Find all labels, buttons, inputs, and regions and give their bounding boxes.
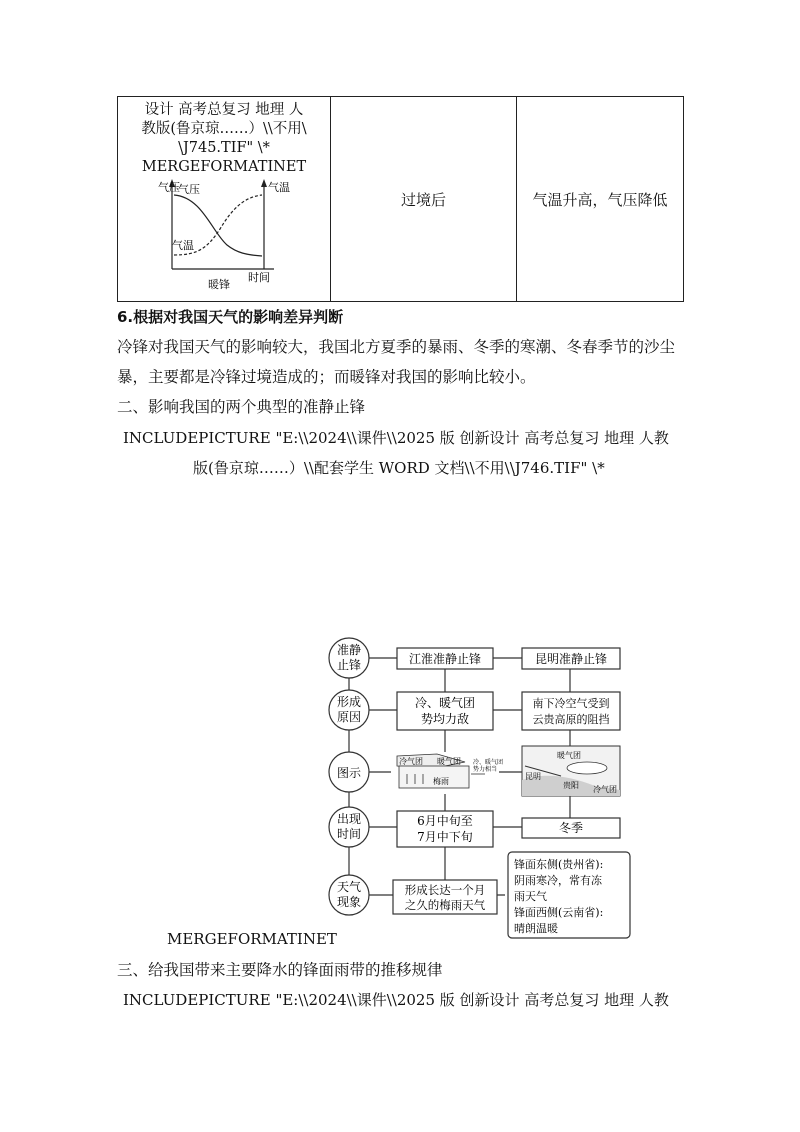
table-cell-stage: 过境后 (331, 97, 517, 302)
svg-text:止锋: 止锋 (336, 658, 362, 672)
jianghuai-front-illustration (391, 752, 503, 794)
includepicture-line1: INCLUDEPICTURE "E:\\2024\\课件\\2025 版 创新设计 高考总复习 地理 人教 (123, 429, 669, 447)
svg-text:时间: 时间 (336, 827, 362, 841)
comparison-table (117, 96, 684, 302)
svg-text:7月中下旬: 7月中下旬 (417, 830, 473, 844)
jianghuai-name-box (397, 648, 493, 669)
svg-text:6月中旬至: 6月中旬至 (417, 814, 473, 828)
svg-text:暖气团: 暖气团 (557, 751, 581, 760)
svg-text:雨天气: 雨天气 (514, 890, 547, 903)
svg-text:出现: 出现 (336, 812, 362, 826)
svg-text:形成: 形成 (336, 695, 362, 709)
svg-text:锋面东侧(贵州省):: 锋面东侧(贵州省): (514, 858, 604, 871)
row-label-time (329, 807, 369, 847)
cell-text-line: \J745.TIF" \* (178, 140, 270, 156)
section6-heading: 6.根据对我国天气的影响差异判断 (117, 308, 344, 326)
svg-text:昆明: 昆明 (525, 772, 541, 781)
kunming-weather-box (508, 852, 630, 938)
warm-front-mini-chart (152, 177, 290, 291)
svg-text:冬季: 冬季 (558, 821, 584, 835)
svg-text:图示: 图示 (336, 766, 362, 780)
section2-heading: 二、影响我国的两个典型的准静止锋 (117, 398, 366, 416)
includepicture-line3: INCLUDEPICTURE "E:\\2024\\课件\\2025 版 创新设计 高考总复习 地理 人教 (123, 991, 669, 1009)
mini-chart-pressure-label: 气压 (178, 183, 200, 196)
svg-text:冷、暖气团: 冷、暖气团 (414, 696, 476, 710)
mini-chart-ylabel-left: 气压 (158, 181, 180, 194)
svg-text:云贵高原的阻挡: 云贵高原的阻挡 (532, 713, 610, 726)
row-label-diagram (329, 752, 369, 792)
svg-text:冷气团: 冷气团 (399, 757, 423, 766)
row-label-cause (329, 690, 369, 730)
table-cell-image-ref (118, 97, 331, 302)
quasi-stationary-front-diagram (325, 634, 635, 944)
jianghuai-time-box (397, 811, 493, 847)
kunming-cause-box (522, 692, 620, 730)
svg-text:贵阳: 贵阳 (563, 781, 579, 790)
includepicture-line2: 版(鲁京琼……）\\配套学生 WORD 文档\\不用\\J746.TIF" \* (193, 459, 605, 477)
row-label-weather (329, 875, 369, 915)
svg-text:阴雨寒冷，常有冻: 阴雨寒冷，常有冻 (514, 874, 602, 887)
svg-text:之久的梅雨天气: 之久的梅雨天气 (404, 898, 486, 912)
kunming-front-illustration (522, 746, 620, 796)
svg-text:准静: 准静 (336, 643, 362, 657)
cell-text-line: 设计 高考总复习 地理 人 (144, 102, 304, 118)
section3-heading: 三、给我国带来主要降水的锋面雨带的推移规律 (117, 961, 443, 979)
mergeformat-label: MERGEFORMATINET (167, 930, 337, 948)
svg-text:昆明准静止锋: 昆明准静止锋 (534, 652, 608, 666)
section6-para-line1: 冷锋对我国天气的影响较大，我国北方夏季的暴雨、冬季的寒潮、冬春季节的沙尘 (117, 338, 676, 356)
row-label-front (329, 638, 369, 678)
svg-text:梅雨: 梅雨 (433, 777, 449, 786)
table-cell-result: 气温升高，气压降低 (517, 97, 684, 302)
svg-text:晴朗温暖: 晴朗温暖 (514, 922, 558, 935)
mini-chart-caption: 暖锋 (208, 278, 230, 291)
svg-text:锋面西侧(云南省):: 锋面西侧(云南省): (514, 906, 604, 919)
svg-text:冷、暖气团: 冷、暖气团 (473, 759, 504, 766)
svg-text:江淮准静止锋: 江淮准静止锋 (408, 652, 482, 666)
svg-text:形成长达一个月: 形成长达一个月 (404, 883, 486, 897)
jianghuai-weather-box (393, 880, 497, 914)
mini-chart-ylabel-right: 气温 (268, 181, 290, 194)
svg-text:势均力敌: 势均力敌 (420, 712, 470, 726)
kunming-time-box (522, 818, 620, 838)
kunming-name-box (522, 648, 620, 669)
svg-text:势力相当: 势力相当 (473, 766, 498, 773)
svg-text:冷气团: 冷气团 (593, 785, 617, 794)
svg-text:南下冷空气受到: 南下冷空气受到 (532, 697, 610, 710)
svg-text:原因: 原因 (336, 710, 362, 724)
section6-para-line2: 暴，主要都是冷锋过境造成的；而暖锋对我国的影响比较小。 (117, 368, 536, 386)
svg-text:暖气团: 暖气团 (437, 757, 461, 766)
cell-text-line: MERGEFORMATINET (141, 159, 307, 175)
svg-text:现象: 现象 (336, 895, 362, 909)
mini-chart-temp-label: 气温 (172, 239, 194, 252)
jianghuai-cause-box (397, 692, 493, 730)
mini-chart-xlabel: 时间 (248, 271, 270, 284)
svg-text:天气: 天气 (336, 880, 362, 894)
cell-text-line: 教版(鲁京琼……）\\不用\ (141, 121, 307, 137)
